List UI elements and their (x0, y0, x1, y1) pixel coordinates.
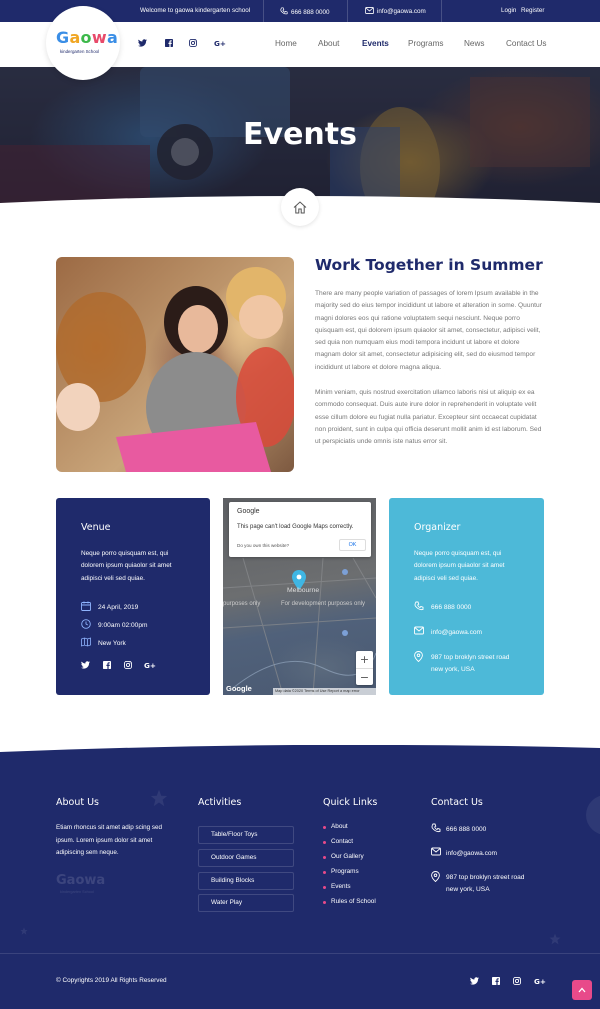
dialog-ok-button[interactable]: OK (339, 539, 366, 551)
twitter-icon[interactable] (470, 977, 479, 985)
nav-programs[interactable]: Programs (408, 39, 444, 48)
footer-logo-tagline: kindergarten School (60, 890, 94, 894)
phone-icon (280, 7, 288, 15)
moon-decoration-icon (584, 795, 600, 835)
scroll-to-top-button[interactable] (572, 980, 592, 1000)
event-paragraph-2: Minim veniam, quis nostrud exercitation ullamco laboris nisi ut aliquip ex ea commodo consequat. Duis aute irure dolor in reprehenderit in voluptate velit esse cillum dolore eu fugiat nulla pariatur. Excepteur sint occaecat cupidatat non proident, sunt in culpa qui officia deserunt mollit anim id est laborum. Sed ut perspiciatis unde omnis iste natus error sit. (315, 389, 542, 446)
google-plus-icon[interactable] (144, 661, 156, 669)
home-icon (293, 201, 307, 214)
instagram-icon[interactable] (513, 977, 521, 985)
event-title: Work Together in Summer (315, 256, 543, 274)
page-title: Events (243, 117, 357, 152)
home-breadcrumb[interactable] (281, 188, 319, 226)
logo[interactable] (46, 6, 120, 80)
instagram-icon[interactable] (189, 39, 197, 47)
email-icon (431, 847, 441, 856)
divider (263, 0, 264, 22)
divider (441, 0, 442, 22)
venue-title: Venue (81, 522, 111, 533)
activity-item[interactable]: Water Play (198, 894, 294, 912)
nav-contact[interactable]: Contact Us (506, 39, 547, 48)
topbar-email[interactable]: info@gaowa.com (365, 7, 426, 15)
footer-activities-title: Activities (198, 797, 242, 808)
twitter-icon[interactable] (81, 661, 90, 669)
map-footer[interactable]: Map data ©2020 Terms of Use Report a map error (273, 688, 376, 695)
footer-logo[interactable]: Gaowa (56, 873, 106, 888)
venue-card: Venue Neque porro quisquam est, qui dolorem ipsum quiaolor sit amet adipisci veli sed quiae. 24 April, 2019 9:00am 02:00pm New York G+ (56, 498, 210, 695)
hero-banner (0, 67, 600, 205)
event-paragraph-1: There are many people variation of passages of lorem Ipsum available in the majority sed do eius tempor incididunt ut labore et alteration in some. Quuntur magni dolores eos qui ratione voluptatem sequi nesciunt. Neque porro quisquam est, qui dolorem ipsum quiaolor sit amet, consectetur, adipisci velit, sed quia non numquam eius modi tempora incidunt ut labore et dolore magnam dolor sit amet, consectetur adipisicing elit, sed do eiusmod tempor incididunt ut labore et dolore magna aliqua. (315, 290, 542, 371)
phone-icon (431, 823, 441, 833)
map-zoom-control (356, 651, 373, 685)
facebook-icon[interactable] (165, 39, 173, 47)
logo-tagline: kindergarten School (60, 49, 100, 54)
welcome-text: Welcome to gaowa kindergarten school (140, 7, 251, 14)
svg-text:G+: G+ (144, 661, 156, 669)
header (0, 22, 600, 67)
footer-contact-title: Contact Us (431, 797, 483, 808)
arrow-up-icon (578, 987, 586, 993)
photo-figures (56, 257, 294, 472)
organizer-description: Neque porro quisquam est, qui dolorem ipsum quiaolor sit amet adipisci veli sed quiae. (414, 550, 505, 582)
location-pin-icon (414, 651, 423, 662)
login-link[interactable]: Login (501, 7, 517, 14)
twitter-icon[interactable] (138, 39, 147, 47)
topbar-phone[interactable]: 666 888 0000 (280, 7, 330, 16)
logo-text: Gaowa (56, 28, 119, 47)
nav-about[interactable]: About (318, 39, 340, 48)
nav-events[interactable]: Events (362, 39, 389, 48)
email-icon (414, 626, 424, 635)
google-plus-icon[interactable] (534, 977, 546, 985)
footer-wave (0, 744, 600, 758)
facebook-icon[interactable] (492, 977, 500, 985)
activity-item[interactable]: Outdoor Games (198, 849, 294, 867)
footer-divider (0, 953, 600, 954)
nav-news[interactable]: News (464, 39, 485, 48)
zoom-out-button[interactable]: − (356, 668, 373, 685)
calendar-icon (81, 601, 91, 611)
svg-text:G+: G+ (214, 39, 226, 47)
register-link[interactable]: Register (521, 7, 545, 14)
star-decoration-icon (20, 927, 28, 935)
instagram-icon[interactable] (124, 661, 132, 669)
map-icon (81, 637, 91, 647)
activity-item[interactable]: Table/Floor Toys (198, 826, 294, 844)
phone-icon (414, 601, 424, 611)
footer-links-title: Quick Links (323, 797, 378, 808)
footer-about-text: Etiam rhoncus sit amet adip scing sed ipsum. Lorem ipsum dolor sit amet adipiscing sem neque. (56, 824, 163, 856)
clock-icon (81, 619, 91, 629)
dialog-question[interactable]: Do you own this website? (237, 543, 290, 548)
organizer-card: Organizer Neque porro quisquam est, qui dolorem ipsum quiaolor sit amet adipisci veli sed quiae. 666 888 0000 info@gaowa.com 987 top broklyn street road new york, USA (389, 498, 544, 695)
map-city-label: Melbourne (287, 587, 320, 594)
organizer-title: Organizer (414, 522, 461, 533)
footer-about-title: About Us (56, 797, 100, 808)
star-decoration-icon (150, 789, 168, 807)
divider (347, 0, 348, 22)
facebook-icon[interactable] (103, 661, 111, 669)
dialog-google-label: Google (237, 508, 260, 515)
email-icon (365, 7, 374, 14)
footer: About Us Etiam rhoncus sit amet adip scing sed ipsum. Lorem ipsum dolor sit amet adipiscing sem neque. Gaowa kindergarten School Activities Table/Floor Toys Outdoor Games Building Blocks Water Play Quick Links About Contact Our Gallery Programs Events Rules of School Contact Us 666 888 0000 info@gaowa.com 987 top broklyn street road new york, USA © Copyrights 2019 All Rights Reserved G+ (0, 745, 600, 1009)
google-map[interactable] (223, 498, 376, 695)
copyright-text: © Copyrights 2019 All Rights Reserved (56, 977, 167, 984)
svg-text:G+: G+ (534, 977, 546, 985)
event-photo (56, 257, 294, 472)
location-pin-icon (431, 871, 440, 882)
venue-description: Neque porro quisquam est, qui dolorem ipsum quiaolor sit amet adipisci veli sed quiae. (81, 550, 172, 582)
map-error-dialog (229, 502, 371, 557)
nav-home[interactable]: Home (275, 39, 297, 48)
activity-item[interactable]: Building Blocks (198, 872, 294, 890)
star-decoration-icon (549, 933, 561, 945)
map-watermark: For development purposes only (281, 601, 366, 607)
dialog-message: This page can't load Google Maps correctly. (237, 524, 354, 530)
map-google-logo: Google (226, 684, 252, 693)
zoom-in-button[interactable]: + (359, 653, 370, 666)
google-plus-icon[interactable] (214, 39, 226, 47)
map-watermark: purposes only (223, 601, 261, 607)
